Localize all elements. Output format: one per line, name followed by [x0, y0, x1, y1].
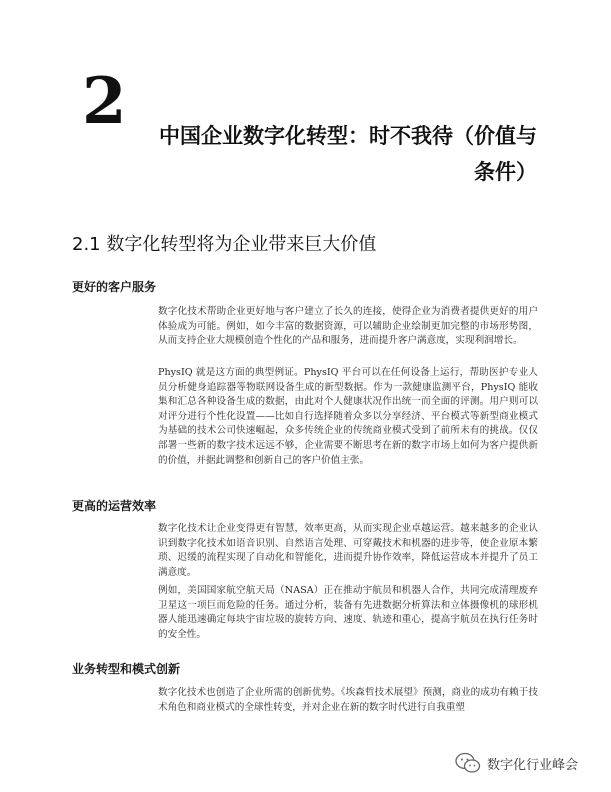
chapter-number: 2	[82, 64, 127, 139]
watermark	[455, 752, 578, 774]
chapter-title	[117, 118, 537, 190]
section-title: 2.1 数字化转型将为企业带来巨大价值	[72, 234, 377, 255]
wechat-icon	[455, 752, 481, 774]
paragraph: PhysIQ 就是这方面的典型例证。PhysIQ 平台可以在任何设备上运行，帮助医护专业人员分析健身追踪器等物联网设备生成的新型数据。作为一款健康监测平台，PhysIQ 能收集和汇总各种设备生成的数据，由此对个人健康状况作出统一而全面的评测。用户则可以对评分进行个性化设置——比如自行选择随着众多以分享经济、平台模式等新型商业模式为基础的技术公司快速崛起，众多传统企业的传统商业模式受到了前所未有的挑战。仅仅部署一些新的数字技术远远不够，企业需要不断思考在新的数字市场上如何为客户提供新的价值，并据此调整和创新自己的客户价值主张。	[158, 367, 538, 466]
subsection-heading-customer-service: 更好的客户服务	[72, 280, 157, 294]
paragraph: 例如，美国国家航空航天局（NASA）正在推动宇航员和机器人合作，共同完成清理废弃卫星这一项巨而危险的任务。通过分析，装备有先进数据分析算法和立体摄像机的球形机器人能迅速确定每块宇宙垃圾的旋转方向、速度、轨迹和重心，提高宇航员在执行任务时的安全性。	[158, 585, 538, 640]
paragraph: 数字化技术也创造了企业所需的创新优势。《埃森哲技术展望》预测，商业的成功有赖于技术角色和商业模式的全球性转变，并对企业在新的数字时代进行自我重塑	[158, 687, 538, 713]
paragraph: 数字化技术让企业变得更有智慧，效率更高，从而实现企业卓越运营。越来越多的企业认识到数字化技术如语音识别、自然语言处理、可穿戴技术和机器的进步等，使企业原本繁琐、迟缓的流程实现了自动化和智能化，进而提升协作效率，降低运营成本并提升了员工满意度。	[158, 523, 538, 578]
chapter-title-line1: 中国企业数字化转型：时不我待（价值与	[159, 124, 537, 148]
paragraph: 数字化技术帮助企业更好地与客户建立了长久的连接，使得企业为消费者提供更好的用户体验成为可能。例如，如今丰富的数据资源，可以辅助企业绘制更加完整的市场形势图，从而支持企业大规模创造个性化的产品和服务，进而提升客户满意度，实现利润增长。	[158, 306, 538, 347]
watermark-text: 数字化行业峰会	[487, 757, 579, 773]
chapter-title-line2: 条件）	[474, 160, 537, 184]
subsection-heading-operational-efficiency: 更高的运营效率	[72, 499, 157, 513]
subsection-heading-business-transformation: 业务转型和模式创新	[72, 662, 181, 676]
